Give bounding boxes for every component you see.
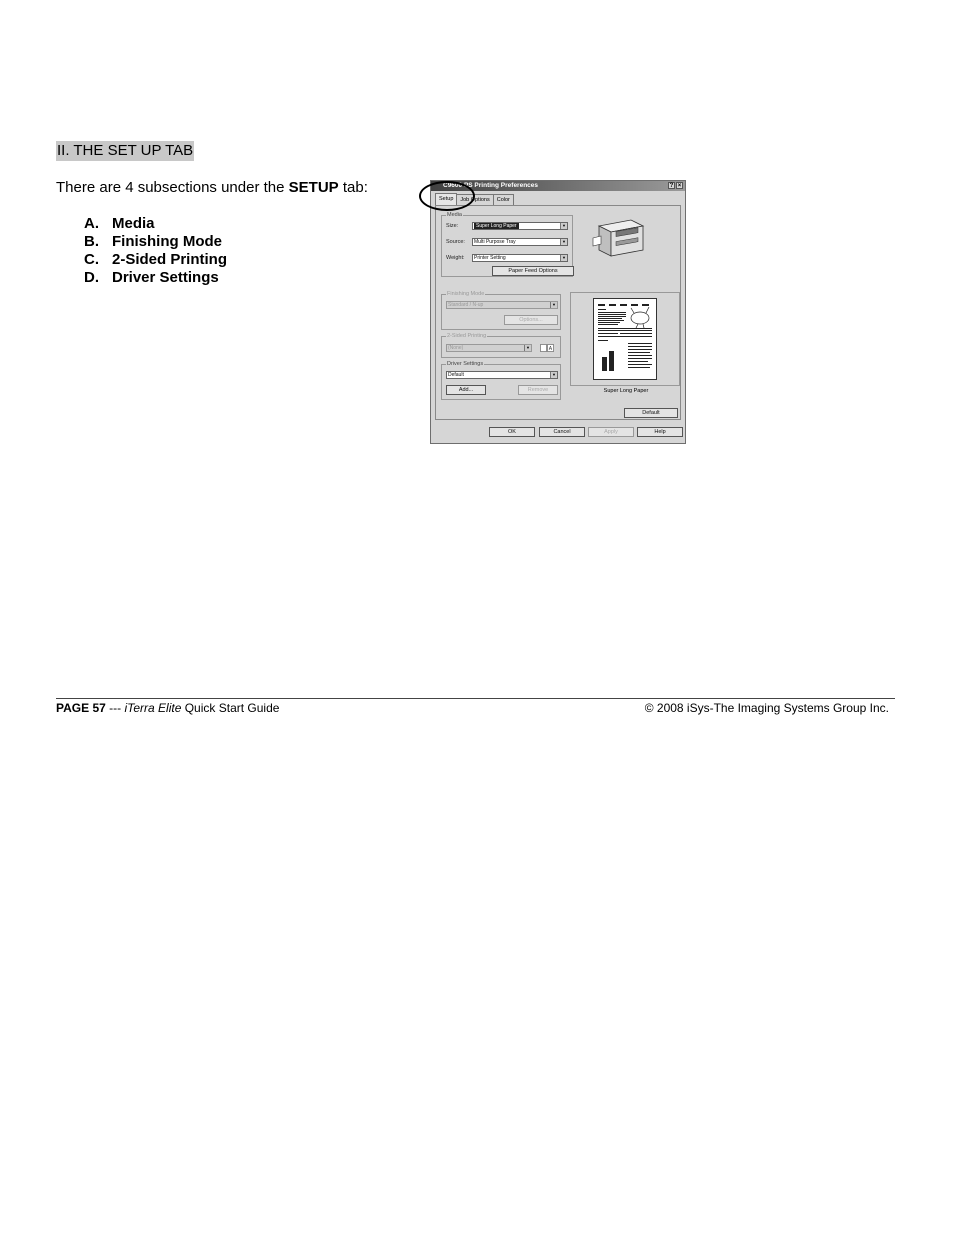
source-select[interactable]: Multi Purpose Tray ▼	[472, 238, 568, 246]
two-sided-printing-group-label: 2-Sided Printing	[447, 333, 487, 339]
svg-text:A: A	[548, 346, 553, 352]
footer-copyright: © 2008 iSys-The Imaging Systems Group Inc.	[644, 701, 889, 715]
list-item-letter: B.	[84, 233, 99, 250]
list-item-label: Finishing Mode	[112, 233, 222, 250]
printing-preferences-dialog	[430, 180, 686, 444]
list-item-letter: C.	[84, 251, 99, 268]
driver-settings-group	[441, 361, 561, 400]
ok-button[interactable]: OK	[489, 427, 535, 437]
media-group-label: Media	[447, 212, 462, 218]
tab-setup[interactable]: Setup	[435, 193, 457, 206]
footer-guide-suffix: Quick Start Guide	[181, 701, 280, 715]
driver-settings-group-label: Driver Settings	[447, 361, 484, 367]
list-item-label: 2-Sided Printing	[112, 251, 228, 268]
footer-separator: ---	[105, 701, 125, 715]
subsection-list	[84, 215, 227, 287]
footer-guide-title: iTerra Elite	[124, 701, 182, 715]
size-select[interactable]: Super Long Paper ▼	[472, 222, 568, 230]
add-driver-setting-button[interactable]: Add...	[446, 385, 486, 395]
intro-prefix: There are 4 subsections under the	[56, 179, 285, 196]
list-item-label: Driver Settings	[112, 269, 219, 286]
finishing-mode-select[interactable]: Standard / N-up ▼	[446, 301, 558, 309]
intro-paragraph	[56, 179, 368, 197]
list-item-letter: D.	[84, 269, 99, 286]
weight-select[interactable]: Printer Setting ▼	[472, 254, 568, 262]
list-item	[84, 269, 227, 287]
driver-settings-select[interactable]: Default ▼	[446, 371, 558, 379]
finishing-mode-group	[441, 291, 561, 330]
two-sided-printing-group	[441, 333, 561, 358]
preview-page-content	[594, 299, 656, 379]
tab-color[interactable]: Color	[493, 194, 514, 206]
setup-tab-panel	[435, 205, 681, 420]
preview-page	[593, 298, 657, 380]
paper-feed-options-button[interactable]: Paper Feed Options	[492, 266, 574, 276]
help-button[interactable]: Help	[637, 427, 683, 437]
intro-suffix: tab:	[342, 179, 368, 196]
chevron-down-icon: ▼	[550, 302, 557, 308]
dialog-title: C9600 PS Printing Preferences	[443, 182, 539, 189]
apply-button[interactable]: Apply	[588, 427, 634, 437]
intro-bold: SETUP	[288, 179, 339, 196]
preview-paper-label: Super Long Paper	[603, 388, 649, 394]
list-item	[84, 233, 227, 251]
list-item	[84, 251, 227, 269]
footer-page-number: PAGE 57	[56, 701, 106, 715]
default-button[interactable]: Default	[624, 408, 678, 418]
source-label: Source:	[446, 239, 465, 245]
cancel-button[interactable]: Cancel	[539, 427, 585, 437]
footer-page-info	[56, 701, 279, 715]
tab-job-options[interactable]: Job Options	[456, 194, 493, 206]
chevron-down-icon: ▼	[560, 239, 567, 245]
finishing-options-button[interactable]: Options...	[504, 315, 558, 325]
remove-driver-setting-button[interactable]: Remove	[518, 385, 558, 395]
list-item	[84, 215, 227, 233]
page-preview	[570, 292, 680, 394]
help-icon[interactable]: ?	[669, 183, 674, 189]
list-item-label: Media	[112, 215, 155, 232]
weight-label: Weight:	[446, 255, 465, 261]
close-icon[interactable]: ×	[677, 183, 682, 189]
list-item-letter: A.	[84, 215, 99, 232]
chevron-down-icon: ▼	[560, 223, 567, 229]
footer-divider	[56, 698, 895, 699]
chevron-down-icon: ▼	[524, 345, 531, 351]
setup-tab-highlight-circle	[419, 181, 475, 211]
printer-illustration	[591, 216, 647, 260]
two-sided-select[interactable]: (None) ▼	[446, 344, 532, 352]
chevron-down-icon: ▼	[550, 372, 557, 378]
chevron-down-icon: ▼	[560, 255, 567, 261]
section-heading: II. THE SET UP TAB	[57, 142, 194, 159]
media-group	[441, 212, 573, 277]
finishing-mode-group-label: Finishing Mode	[447, 291, 485, 297]
duplex-page-icon	[540, 344, 554, 352]
size-label: Size:	[446, 223, 459, 229]
